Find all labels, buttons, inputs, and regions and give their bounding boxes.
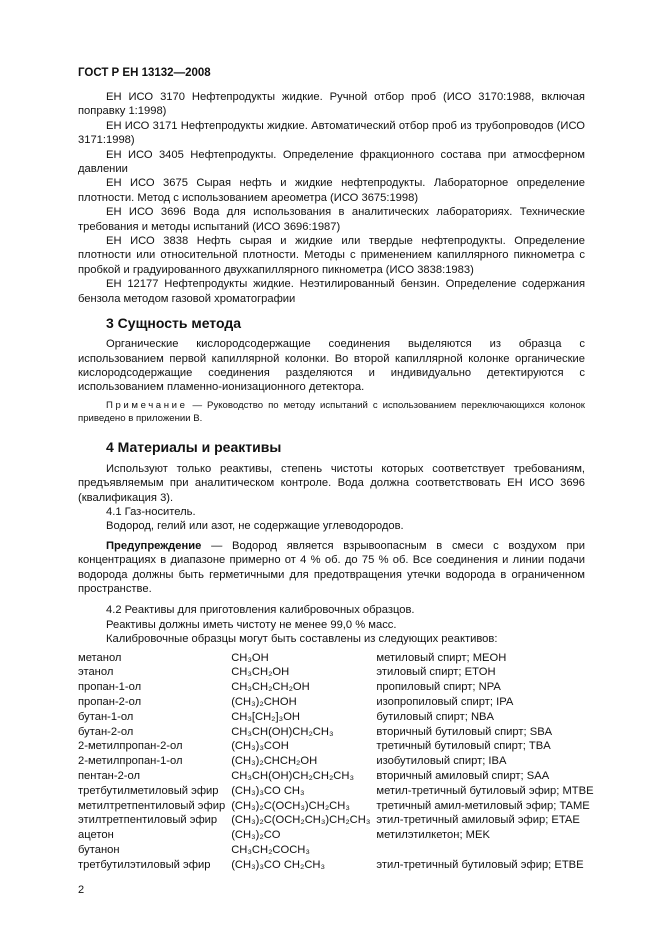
reagent-name: третбутилметиловый эфир [78,784,219,797]
reagent-formula: CH₃CH₂OH [231,666,290,679]
reagent-description: третичный амил-метиловый эфир; TAME [376,799,590,812]
reagent-description: третичный бутиловый спирт; TBA [376,740,551,753]
reagent-formula: CH₃CH(OH)CH₂CH₂CH₃ [231,769,355,782]
normative-references [78,90,585,306]
reagent-name: бутанон [78,843,120,856]
section-text: Используют только реактивы, степень чистоты которых соответствует требованиям, предъявляемым при аналитическом контроле. Вода должна соответствовать ЕН ИСО 3696 (квалификация 3). [78,462,585,504]
section-heading: 4 Материалы и реактивы [106,438,282,455]
reagent-description: изопропиловый спирт; IPA [376,695,514,708]
note [78,399,585,426]
reagent-name: третбутилэтиловый эфир [78,858,211,871]
section-4 [78,438,585,647]
reagent-formula: (CH₃)₃CO CH₃ [231,784,305,797]
section-heading: 3 Сущность метода [106,315,242,332]
subsection-heading: 4.2 Реактивы для приготовления калибровочных образцов. [106,604,415,617]
reagent-name: ацетон [78,829,114,842]
table-row [78,739,600,754]
reagent-description: метиловый спирт; MEOH [376,651,507,664]
reagent-name: метилтретпентиловый эфир [78,799,226,812]
reagent-description: вторичный амиловый спирт; SAA [376,769,550,782]
reagent-description: метилэтилкетон; MEK [376,829,490,842]
reagent-description: этил-третичный амиловый эфир; ETAE [376,814,580,827]
reagent-name: пропан-2-ол [78,695,142,708]
table-row [78,680,600,695]
reference-item: ЕН ИСО 3170 Нефтепродукты жидкие. Ручной отбор проб (ИСО 3170:1988, включая поправку 1:1998) [78,91,585,118]
table-row [78,799,600,814]
reagent-formula: (CH₃)₃COH [231,740,289,753]
table-row [78,725,600,740]
reagent-formula: (CH₃)₂CO [231,829,281,842]
reference-item: ЕН ИСО 3675 Сырая нефть и жидкие нефтепродукты. Лабораторное определение плотности. Метод с использованием ареометра (ИСО 3675:1998) [78,177,585,204]
reagent-description: метил-третичный бутиловый эфир; MTBE [376,784,594,797]
section-text: Водород, гелий или азот, не содержащие углеводородов. [106,520,404,533]
table-row [78,784,600,799]
section-text: Органические кислородсодержащие соединения выделяются из образца с использованием первой капиллярной колонки. Во второй капиллярной колонке органические кислородсодержащие соединения разделяются и индивидуально детектируются с использованием пламенно-ионизационного детектора. [78,338,585,394]
reagent-name: пропан-1-ол [78,681,142,694]
reagent-formula: (CH₃)₂C(OCH₃)CH₂CH₃ [231,799,350,812]
reagent-description: этиловый спирт; ETOH [376,666,496,679]
reagent-formula: CH₃CH(OH)CH₂CH₃ [231,725,334,738]
section-3 [78,314,585,426]
reagent-description: этил-третичный бутиловый эфир; ETBE [376,858,584,871]
reagent-description: бутиловый спирт; NBA [376,710,494,723]
reagent-formula: (CH₃)₃CO CH₂CH₃ [231,858,326,871]
reagent-name: метанол [78,651,122,664]
reference-item: ЕН ИСО 3171 Нефтепродукты жидкие. Автоматический отбор проб из трубопроводов (ИСО 3171:1998) [78,119,585,147]
reference-item: ЕН ИСО 3838 Нефть сырая и жидкие или твердые нефтепродукты. Определение плотности или относительной плотности. Методы с применением капиллярного пикнометра с пробкой и градуированного двухкапиллярного пикнометра (ИСО 3838:1983) [78,235,585,276]
warning-label: Предупреждение [106,539,202,552]
table-row [78,858,600,873]
table-row [78,710,600,725]
reagent-name: 2-метилпропан-1-ол [78,755,183,768]
reagent-description: вторичный бутиловый спирт; SBA [376,725,553,738]
page-body [78,90,594,897]
reagent-formula: CH₃OH [231,651,269,664]
reference-item: ЕН ИСО 3696 Вода для использования в аналитических лабораториях. Технические требования и методы испытаний (ИСО 3696:1987) [78,206,585,233]
table-row [78,695,600,710]
reagent-name: бутан-2-ол [78,725,134,738]
table-row [78,813,600,828]
reagent-name: этанол [78,666,114,679]
reagent-formula: (CH₃)₂C(OCH₂CH₃)CH₂CH₃ [231,814,371,827]
reagent-name: бутан-1-ол [78,710,134,723]
document-header: ГОСТ Р ЕН 13132—2008 [78,67,211,79]
page-number: 2 [78,883,85,896]
section-text: Реактивы должны иметь чистоту не менее 99,0 % масс. [106,618,397,631]
note-label: Примечание [106,399,188,411]
table-row [78,651,600,666]
section-text: Калибровочные образцы могут быть составлены из следующих реактивов: [106,633,498,646]
reagent-formula: CH₃[CH₂]₃OH [231,710,300,723]
warning [78,539,585,597]
reagent-description: пропиловый спирт; NPA [376,681,501,694]
note-text: — Руководство по методу испытаний с использованием переключающихся колонок приведено в приложении В. [78,399,585,425]
reagent-name: пентан-2-ол [78,769,141,782]
reagent-formula: CH₃CH₂CH₂OH [231,681,310,694]
reagent-description: изобутиловый спирт; IBA [376,755,507,768]
reagent-formula: CH₃CH₂COCH₃ [231,843,310,856]
table-row [78,754,600,769]
reagent-formula: (CH₃)₂CHCH₂OH [231,755,318,768]
reagents-table [78,651,600,873]
reagent-name: 2-метилпропан-2-ол [78,740,183,753]
reference-item: ЕН ИСО 3405 Нефтепродукты. Определение фракционного состава при атмосферном давлении [78,148,585,176]
table-row [78,843,600,858]
table-row [78,769,600,784]
table-row [78,665,600,680]
subsection-heading: 4.1 Газ-носитель. [106,505,196,518]
reagent-description [376,843,599,858]
table-row [78,828,600,843]
reagent-formula: (CH₃)₂CHOH [231,695,297,708]
warning-text: — Водород является взрывоопасным в смеси с воздухом при концентрациях в диапазоне примерно от 4 % об. до 75 % об. Все соединения и линии подачи водорода должны быть герметичными для предотвращения утечки водорода в ограниченном пространстве. [78,539,585,595]
reagent-name: этилтретпентиловый эфир [78,814,218,827]
reference-item: ЕН 12177 Нефтепродукты жидкие. Неэтилированный бензин. Определение содержания бензола методом газовой хроматографии [78,278,585,305]
